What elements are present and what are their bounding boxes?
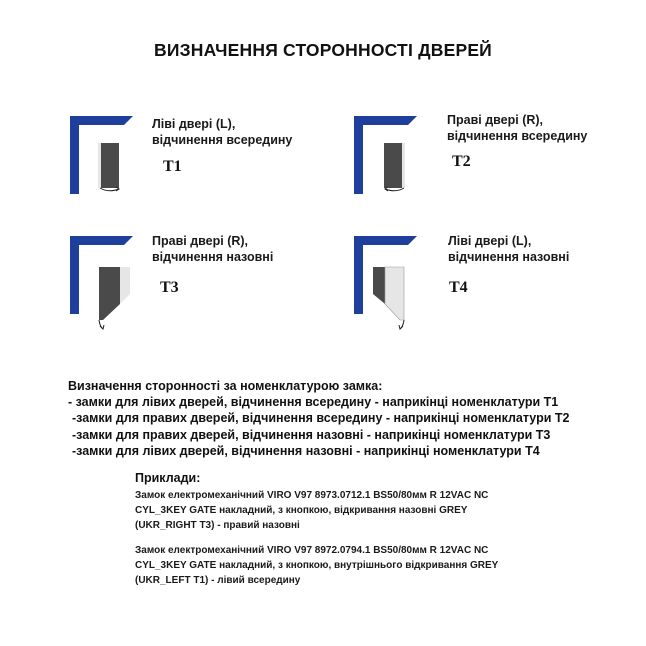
door-t4-label (448, 233, 569, 265)
example-1-line: CYL_3KEY GATE накладний, з кнопкою, відкривання назовні GREY (135, 505, 468, 516)
examples-heading: Приклади: (135, 471, 201, 485)
door-t3-side: Праві двері (R), (152, 234, 249, 248)
door-right-inward-icon (354, 116, 418, 196)
door-t3-code: T3 (160, 279, 179, 296)
example-2-line: (UKR_LEFT T1) - лівий всередину (135, 575, 301, 586)
example-1-line: (UKR_RIGHT T3) - правий назовні (135, 520, 300, 531)
door-t1-label (152, 116, 292, 148)
door-right-outward-icon (70, 236, 134, 316)
legend-line: - замки для лівих дверей, відчинення всередину - наприкінці номенклатури Т1 (68, 395, 559, 409)
door-t3-label (152, 233, 273, 265)
legend-line: -замки для лівих дверей, відчинення назовні - наприкінці номенклатури Т4 (72, 444, 540, 458)
door-t1-side: Ліві двері (L), (152, 117, 236, 131)
example-2-line: CYL_3KEY GATE накладний, з кнопкою, внутрішнього відкривання GREY (135, 560, 499, 571)
door-t3-opening: відчинення назовні (152, 250, 274, 264)
door-t2-code: T2 (452, 153, 471, 170)
legend-line: -замки для правих дверей, відчинення назовні - наприкінці номенклатури Т3 (72, 428, 551, 442)
door-t2-label (447, 112, 587, 144)
door-t4-code: T4 (449, 279, 468, 296)
example-1-line: Замок електромеханічний VIRO V97 8973.0712.1 BS50/80мм R 12VAC NC (135, 490, 489, 501)
door-t2-side: Праві двері (R), (447, 113, 544, 127)
example-2-line: Замок електромеханічний VIRO V97 8972.0794.1 BS50/80мм R 12VAC NC (135, 545, 489, 556)
door-t1-code: T1 (163, 158, 182, 175)
door-t4-side: Ліві двері (L), (448, 234, 532, 248)
door-left-inward-icon (70, 116, 134, 196)
legend-heading: Визначення сторонності за номенклатурою замка: (68, 379, 383, 393)
door-t2-opening: відчинення всередину (447, 129, 588, 143)
door-t4-opening: відчинення назовні (448, 250, 570, 264)
door-left-outward-icon (354, 236, 418, 316)
page-title: ВИЗНАЧЕННЯ СТОРОННОСТІ ДВЕРЕЙ (154, 40, 492, 60)
legend-line: -замки для правих дверей, відчинення всередину - наприкінці номенклатури Т2 (72, 411, 570, 425)
door-t1-opening: відчинення всередину (152, 133, 293, 147)
